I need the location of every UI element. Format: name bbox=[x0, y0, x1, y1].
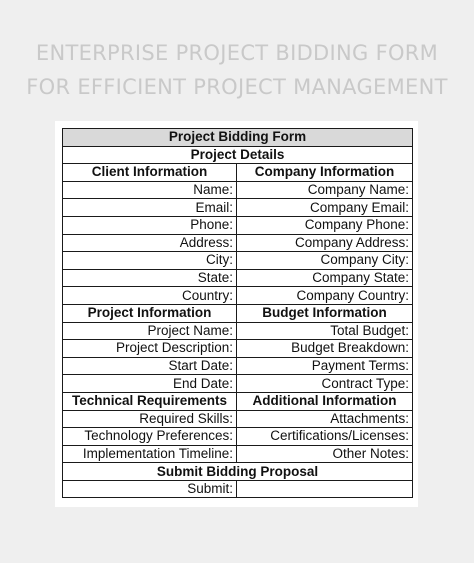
budget-breakdown-label: Budget Breakdown: bbox=[237, 340, 413, 358]
project-details-header: Project Details bbox=[63, 146, 413, 164]
project-description-label: Project Description: bbox=[63, 340, 237, 358]
company-country-label: Company Country: bbox=[237, 287, 413, 305]
page-title bbox=[0, 36, 474, 104]
form-row bbox=[63, 216, 413, 234]
client-company-header-row bbox=[63, 164, 413, 182]
form-row bbox=[63, 252, 413, 270]
form-row bbox=[63, 322, 413, 340]
project-details-row bbox=[63, 146, 413, 164]
budget-information-header: Budget Information bbox=[237, 304, 413, 322]
client-country-label: Country: bbox=[63, 287, 237, 305]
client-state-label: State: bbox=[63, 269, 237, 287]
total-budget-label: Total Budget: bbox=[237, 322, 413, 340]
client-address-label: Address: bbox=[63, 234, 237, 252]
required-skills-label: Required Skills: bbox=[63, 410, 237, 428]
technical-requirements-header: Technical Requirements bbox=[63, 392, 237, 410]
form-title-row bbox=[63, 129, 413, 147]
client-phone-label: Phone: bbox=[63, 216, 237, 234]
form-row bbox=[63, 428, 413, 446]
form-row bbox=[63, 269, 413, 287]
company-information-header: Company Information bbox=[237, 164, 413, 182]
end-date-label: End Date: bbox=[63, 375, 237, 393]
submit-header-row bbox=[63, 463, 413, 481]
payment-terms-label: Payment Terms: bbox=[237, 357, 413, 375]
company-state-label: Company State: bbox=[237, 269, 413, 287]
form-row bbox=[63, 287, 413, 305]
client-email-label: Email: bbox=[63, 199, 237, 217]
implementation-timeline-label: Implementation Timeline: bbox=[63, 445, 237, 463]
company-email-label: Company Email: bbox=[237, 199, 413, 217]
project-information-header: Project Information bbox=[63, 304, 237, 322]
bidding-form-table bbox=[62, 128, 413, 498]
page-title-line-2: FOR EFFICIENT PROJECT MANAGEMENT bbox=[26, 75, 448, 99]
attachments-label: Attachments: bbox=[237, 410, 413, 428]
client-city-label: City: bbox=[63, 252, 237, 270]
form-row bbox=[63, 375, 413, 393]
client-name-label: Name: bbox=[63, 181, 237, 199]
technology-preferences-label: Technology Preferences: bbox=[63, 428, 237, 446]
form-row bbox=[63, 199, 413, 217]
submit-row bbox=[63, 480, 413, 498]
submit-bidding-proposal-header: Submit Bidding Proposal bbox=[63, 463, 413, 481]
submit-label: Submit: bbox=[63, 480, 237, 498]
page-title-line-1: ENTERPRISE PROJECT BIDDING FORM bbox=[35, 41, 439, 65]
contract-type-label: Contract Type: bbox=[237, 375, 413, 393]
technical-additional-header-row bbox=[63, 392, 413, 410]
certifications-licenses-label: Certifications/Licenses: bbox=[237, 428, 413, 446]
form-row bbox=[63, 357, 413, 375]
form-row bbox=[63, 234, 413, 252]
start-date-label: Start Date: bbox=[63, 357, 237, 375]
form-row bbox=[63, 181, 413, 199]
additional-information-header: Additional Information bbox=[237, 392, 413, 410]
project-name-label: Project Name: bbox=[63, 322, 237, 340]
form-row bbox=[63, 340, 413, 358]
company-name-label: Company Name: bbox=[237, 181, 413, 199]
client-information-header: Client Information bbox=[63, 164, 237, 182]
form-title: Project Bidding Form bbox=[63, 129, 413, 147]
project-budget-header-row bbox=[63, 304, 413, 322]
form-row bbox=[63, 410, 413, 428]
submit-value-cell[interactable] bbox=[237, 480, 413, 498]
company-phone-label: Company Phone: bbox=[237, 216, 413, 234]
form-row bbox=[63, 445, 413, 463]
company-address-label: Company Address: bbox=[237, 234, 413, 252]
other-notes-label: Other Notes: bbox=[237, 445, 413, 463]
company-city-label: Company City: bbox=[237, 252, 413, 270]
